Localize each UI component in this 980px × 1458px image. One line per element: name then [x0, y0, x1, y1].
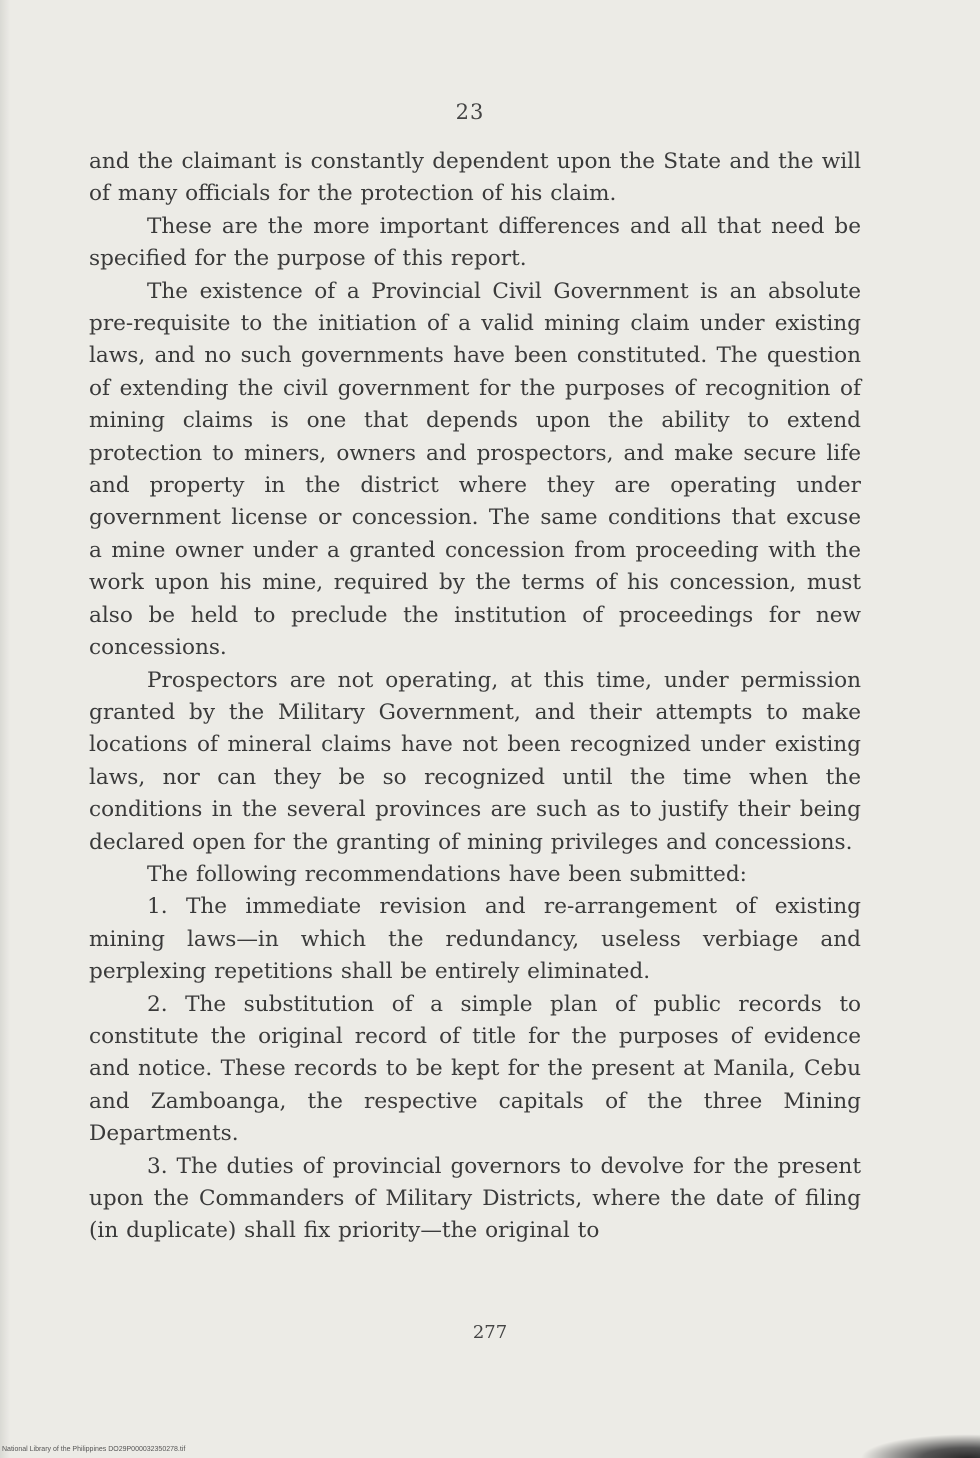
body-text: [89, 146, 861, 1248]
paragraph-continuation: and the claimant is constantly dependent upon the State and the will of many officials for the protection of his claim.: [89, 149, 861, 207]
paragraph-provincial-government: The existence of a Provincial Civil Government is an absolute pre-requisite to the initiation of a valid mining claim under existing laws, and no such governments have been constituted. The question of extending the civil government for the purposes of recognition of mining claims is one that depends upon the ability to extend protection to miners, owners and prospectors, and make secure life and property in the district where they are operating under government license or concession. The same conditions that excuse a mine owner under a granted concession from proceeding with the work upon his mine, required by the terms of his concession, must also be held to preclude the institution of proceedings for new concessions.: [89, 278, 861, 661]
recommendation-3: 3. The duties of provincial governors to devolve for the present upon the Commanders of Military Districts, where the date of filing (in duplicate) shall fix priority—the original to: [89, 1153, 861, 1244]
paragraph-prospectors: Prospectors are not operating, at this time, under permission granted by the Military Government, and their attempts to make locations of mineral claims have not been recognized under existing laws, nor can they be so recognized until the time when the conditions in the several provinces are such as to justify their being declared open for the granting of mining privileges and concessions.: [89, 667, 861, 855]
paragraph-recommendations-intro: The following recommendations have been submitted:: [147, 861, 747, 887]
page-number-bottom: 277: [472, 1322, 508, 1343]
paragraph-differences: These are the more important differences and all that need be specified for the purpose of this report.: [89, 213, 861, 272]
footer-credit: National Library of the Philippines DO29P000032350278.tif: [2, 1446, 186, 1453]
corner-scan-shadow: [860, 1434, 980, 1458]
page-number-top: 23: [455, 100, 485, 124]
recommendation-2: 2. The substitution of a simple plan of public records to constitute the original record of title for the purposes of evidence and notice. These records to be kept for the present at Manila, Cebu and Zamboanga, the respective capitals of the three Mining Departments.: [89, 991, 861, 1147]
recommendation-1: 1. The immediate revision and re-arrangement of existing mining laws—in which the redundancy, useless verbiage and perplexing repetitions shall be entirely eliminated.: [89, 894, 861, 985]
page-edge-shadow: [0, 0, 10, 1458]
